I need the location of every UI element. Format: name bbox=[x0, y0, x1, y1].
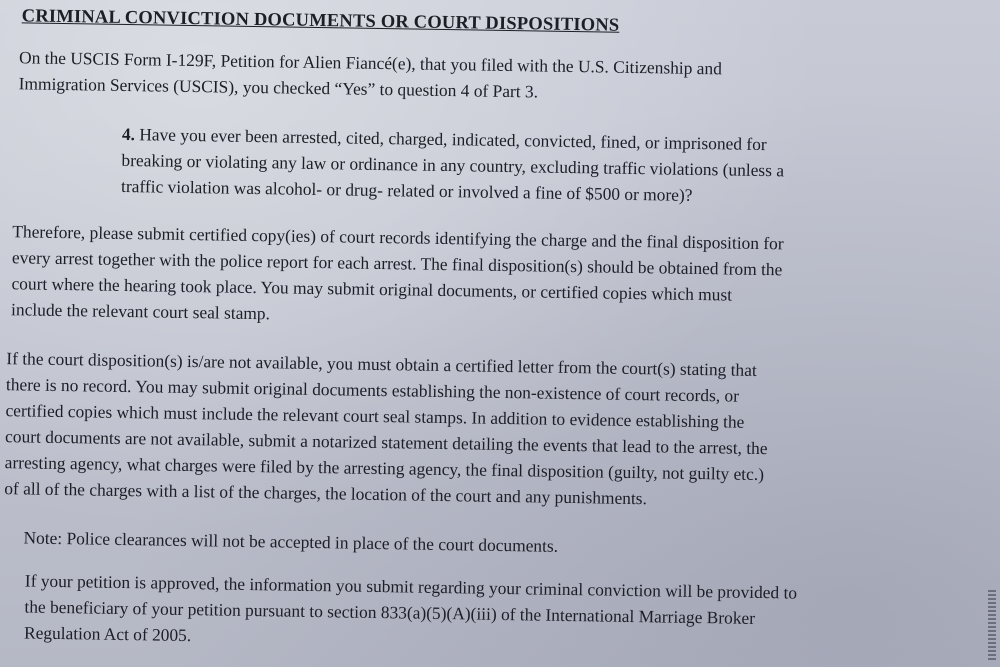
question-text: Have you ever been arrested, cited, charged, indicated, convicted, fined, or imprisoned for bbox=[134, 124, 767, 155]
text-line: the beneficiary of your petition pursuant to section 833(a)(5)(A)(iii) of the International Marriage Broker bbox=[24, 596, 756, 628]
text-line: traffic violation was alcohol- or drug- related or involved a fine of $500 or more)? bbox=[120, 175, 693, 205]
text-line: certified copies which must include the relevant court seal stamps. In addition to evidence establishing the bbox=[5, 400, 745, 432]
text-line: breaking or violating any law or ordinance in any country, excluding traffic violations (unless a bbox=[121, 149, 785, 181]
text-line: If the court disposition(s) is/are not available, you must obtain a certified letter from the court(s) stating that bbox=[6, 348, 757, 380]
note-text: Note: Police clearances will not be accepted in place of the court documents. bbox=[23, 527, 559, 556]
text-line: there is no record. You may submit original documents establishing the non-existence of court records, or bbox=[5, 374, 740, 406]
note-paragraph bbox=[23, 524, 558, 558]
text-line: include the relevant court seal stamp. bbox=[10, 299, 271, 324]
question-4-block bbox=[121, 121, 785, 209]
therefore-paragraph bbox=[11, 218, 784, 334]
text-line: Regulation Act of 2005. bbox=[23, 622, 192, 646]
text-line: Immigration Services (USCIS), you checked “Yes” to question 4 of Part 3. bbox=[18, 73, 539, 102]
text-line: court documents are not available, submit a notarized statement detailing the events that lead to the arrest, the bbox=[4, 426, 768, 459]
text-line: court where the hearing took place. You may submit original documents, or certified copies which must bbox=[11, 273, 733, 305]
page-edge-barcode-marks bbox=[988, 590, 996, 660]
intro-paragraph bbox=[18, 44, 722, 107]
unavailable-disposition-paragraph bbox=[4, 345, 769, 513]
text-line: On the USCIS Form I-129F, Petition for Alien Fiancé(e), that you filed with the U.S. Citizenship and bbox=[18, 47, 723, 79]
text-line: arresting agency, what charges were filed by the arresting agency, the final disposition (guilty, not guilty etc.) bbox=[4, 452, 765, 485]
text-line: If your petition is approved, the information you submit regarding your criminal conviction will be provided to bbox=[24, 570, 798, 603]
text-line: Therefore, please submit certified copy(ies) of court records identifying the charge and the final disposition for bbox=[12, 221, 784, 254]
approved-petition-paragraph bbox=[24, 567, 797, 657]
text-line: every arrest together with the police report for each arrest. The final disposition(s) should be obtained from the bbox=[11, 247, 783, 280]
text-line: of all of the charges with a list of the charges, the location of the court and any punishments. bbox=[4, 478, 648, 509]
document-heading: CRIMINAL CONVICTION DOCUMENTS OR COURT DISPOSITIONS bbox=[21, 6, 620, 36]
question-number: 4. bbox=[121, 123, 136, 145]
